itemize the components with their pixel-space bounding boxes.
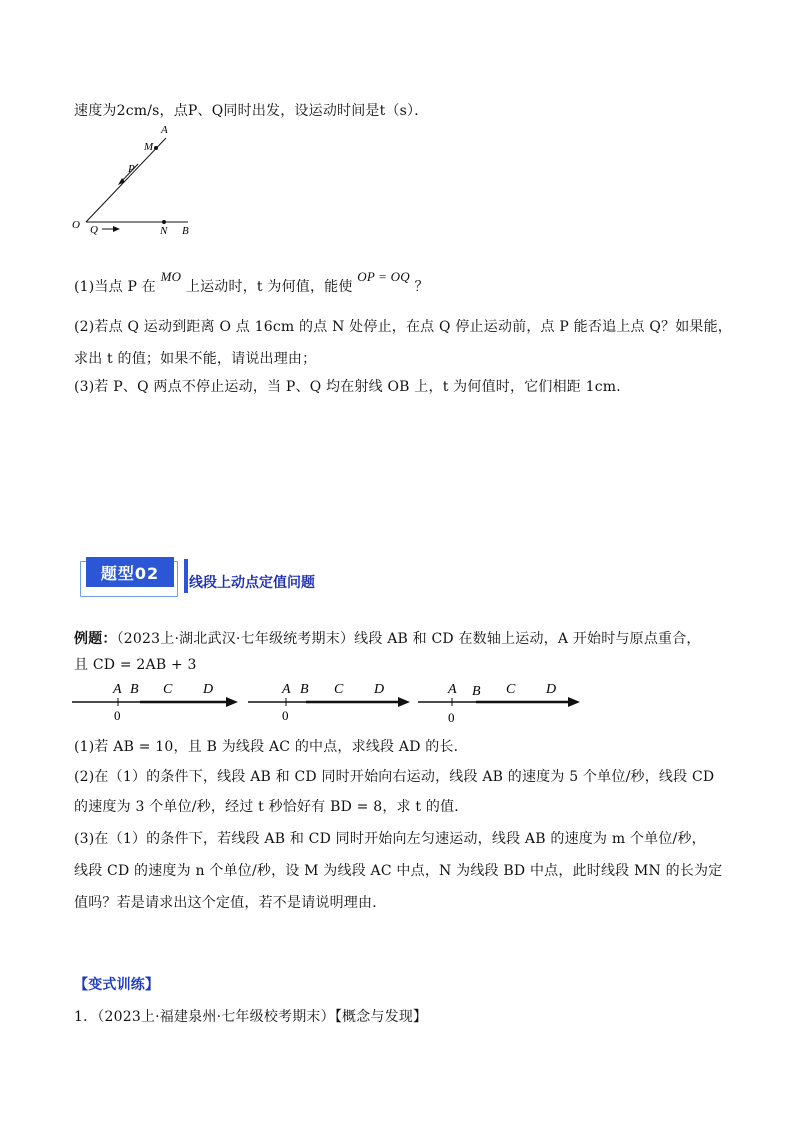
svg-text:D: D [546,682,557,697]
svg-text:C: C [506,682,516,697]
question-3: (3)若 P、Q 两点不停止运动，当 P、Q 均在射线 OB 上，t 为何值时，它们相距 1cm． [74,379,631,395]
question-1 [74,269,429,296]
section-title: 线段上动点定值问题 [189,575,315,591]
example-question-3-line-1: (3)在（1）的条件下，若线段 AB 和 CD 同时开始向左匀速运动，线段 AB 的速度为 m 个单位/秒， [74,831,706,847]
svg-text:C: C [163,682,173,697]
label-B: B [182,225,189,237]
q1-segment-mo: MO [160,269,182,284]
example-question-3-line-2: 线段 CD 的速度为 n 个单位/秒，设 M 为线段 AC 中点，N 为线段 BD 中点，此时线段 MN 的长为定 [74,863,723,879]
svg-text:D: D [374,682,385,697]
question-2-line-1: (2)若点 Q 运动到距离 O 点 16cm 的点 N 处停止，在点 Q 停止运动前，点 P 能否追上点 Q？如果能， [74,319,732,335]
number-lines-figure [70,676,590,724]
q1-part-c: ？ [414,279,429,295]
q1-part-a: (1)当点 P 在 [74,279,156,295]
badge-label: 题型02 [86,557,174,587]
label-Q: Q [90,224,98,236]
label-P: P [128,163,135,175]
angle-figure [66,118,206,242]
example-question-3-line-3: 值吗？若是请求出这个定值，若不是请说明理由． [74,895,387,911]
svg-text:B: B [300,682,309,697]
problem-text-line-1: 速度为2cm/s，点P、Q同时出发，设运动时间是t（s）． [74,103,429,119]
question-2-line-2: 求出 t 的值；如果不能，请说出理由； [74,351,317,367]
badge-accent [184,559,188,593]
example-text: （2023上·湖北武汉·七年级统考期末）线段 AB 和 CD 在数轴上运动，A 开始时与原点重合， [116,631,701,647]
practice-title: 【变式训练】 [74,977,160,993]
q1-part-b: 上运动时，t 为何值，能使 [185,279,353,295]
example-line-1 [74,628,701,648]
svg-text:D: D [203,682,214,697]
svg-text:B: B [130,682,139,697]
label-A: A [161,124,168,136]
svg-text:A: A [282,682,291,697]
number-line-3 [418,682,580,724]
svg-text:C: C [334,682,344,697]
example-question-1: (1)若 AB = 10，且 B 为线段 AC 的中点，求线段 AD 的长． [74,739,468,755]
number-line-2 [248,682,410,723]
example-question-2-line-2: 的速度为 3 个单位/秒，经过 t 秒恰好有 BD = 8，求 t 的值． [74,799,469,815]
practice-item-1: 1．（2023上·福建泉州·七年级校考期末）【概念与发现】 [74,1009,428,1025]
svg-text:0: 0 [282,708,289,723]
label-O: O [72,219,80,231]
svg-text:A: A [448,682,457,697]
svg-text:A: A [113,682,122,697]
svg-text:0: 0 [448,710,455,724]
svg-text:0: 0 [114,708,121,723]
example-line-2: 且 CD = 2AB + 3 [74,657,197,673]
section-badge [86,557,174,595]
q1-equation: OP = OQ [357,269,410,284]
example-label: 例题： [74,631,117,647]
number-line-1 [72,682,238,723]
svg-text:B: B [472,684,481,699]
label-M: M [144,141,154,153]
label-N: N [160,225,168,237]
example-question-2-line-1: (2)在（1）的条件下，线段 AB 和 CD 同时开始向右运动，线段 AB 的速度为 5 个单位/秒，线段 CD [74,769,715,785]
